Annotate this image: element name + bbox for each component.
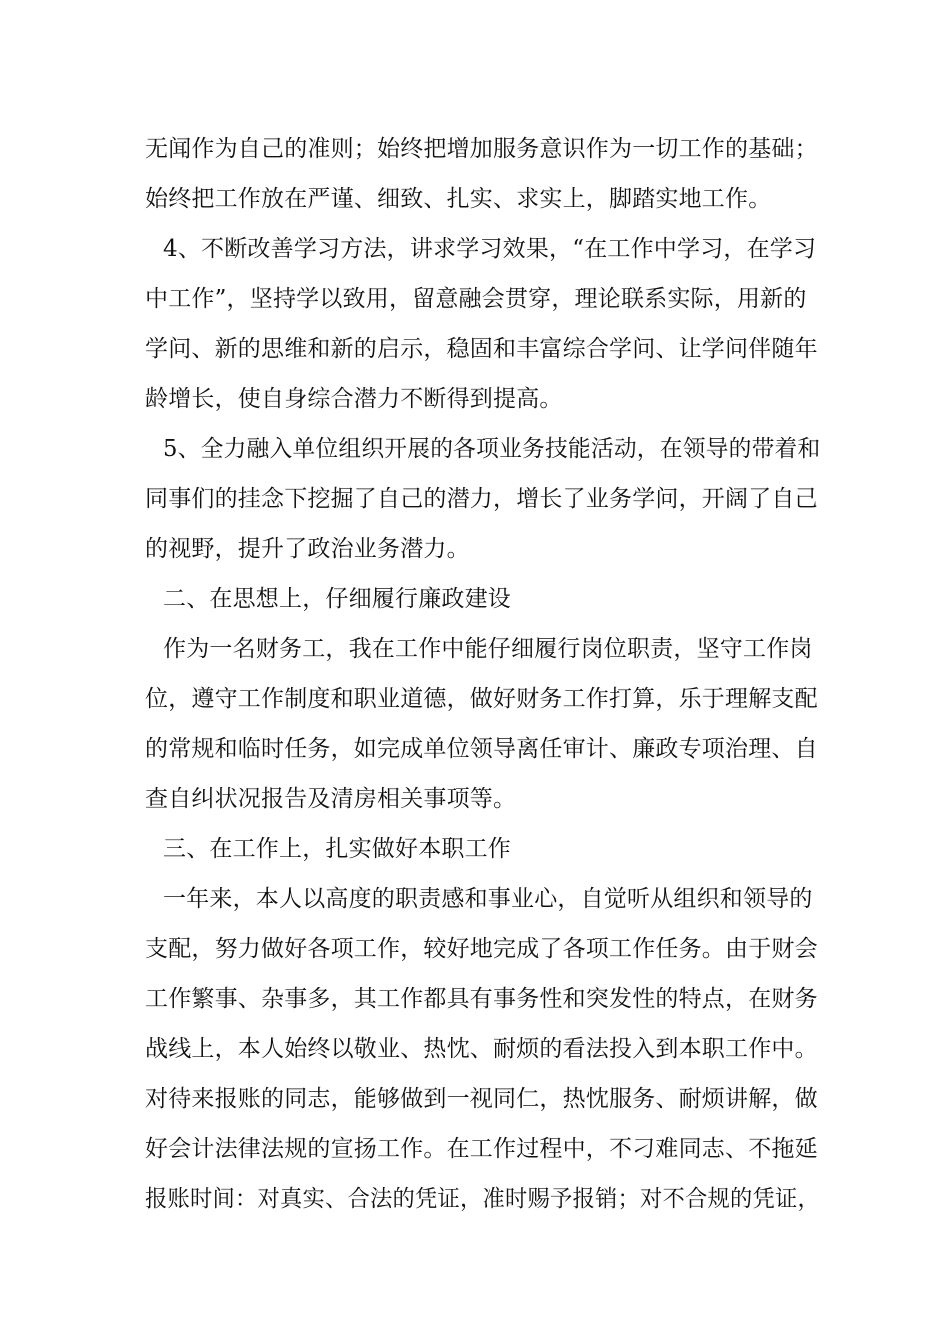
text-line-22: 报账时间：对真实、合法的凭证，准时赐予报销；对不合规的凭证， (145, 1186, 820, 1212)
text-line-12: 位，遵守工作制度和职业道德，做好财务工作打算，乐于理解支配 (145, 686, 818, 712)
section-heading-3: 三、在工作上，扎实做好本职工作 (163, 836, 511, 862)
text-line-7: 5、全力融入单位组织开展的各项业务技能活动，在领导的带着和 (163, 436, 821, 462)
text-line-6: 龄增长，使自身综合潜力不断得到提高。 (145, 386, 563, 412)
text-line-16: 一年来，本人以高度的职责感和事业心，自觉听从组织和领导的 (163, 886, 813, 912)
text-line-5: 学问、新的思维和新的启示，稳固和丰富综合学问、让学问伴随年 (145, 336, 818, 362)
text-line-8: 同事们的挂念下挖掘了自己的潜力，增长了业务学问，开阔了自己 (145, 486, 818, 512)
text-line-18: 工作繁事、杂事多，其工作都具有事务性和突发性的特点，在财务 (145, 986, 818, 1012)
text-line-9: 的视野，提升了政治业务潜力。 (145, 536, 470, 562)
text-line-14: 查自纠状况报告及清房相关事项等。 (145, 786, 517, 812)
text-line-13: 的常规和临时任务，如完成单位领导离任审计、廉政专项治理、自 (145, 736, 818, 762)
section-heading-2: 二、在思想上，仔细履行廉政建设 (163, 586, 511, 612)
text-line-1: 无闻作为自己的准则；始终把增加服务意识作为一切工作的基础； (145, 136, 818, 162)
text-line-11: 作为一名财务工，我在工作中能仔细履行岗位职责，坚守工作岗 (163, 636, 813, 662)
text-line-21: 好会计法律法规的宣扬工作。在工作过程中，不刁难同志、不拖延 (145, 1136, 818, 1162)
text-line-19: 战线上，本人始终以敬业、热忱、耐烦的看法投入到本职工作中。 (145, 1036, 818, 1062)
text-line-4: 中工作”，坚持学以致用，留意融会贯穿，理论联系实际，用新的 (145, 286, 807, 312)
text-line-17: 支配，努力做好各项工作，较好地完成了各项工作任务。由于财会 (145, 936, 818, 962)
text-line-2: 始终把工作放在严谨、细致、扎实、求实上，脚踏实地工作。 (145, 186, 772, 212)
text-line-20: 对待来报账的同志，能够做到一视同仁，热忱服务、耐烦讲解，做 (145, 1086, 818, 1112)
text-line-3: 4、不断改善学习方法，讲求学习效果，“在工作中学习，在学习 (163, 236, 817, 262)
